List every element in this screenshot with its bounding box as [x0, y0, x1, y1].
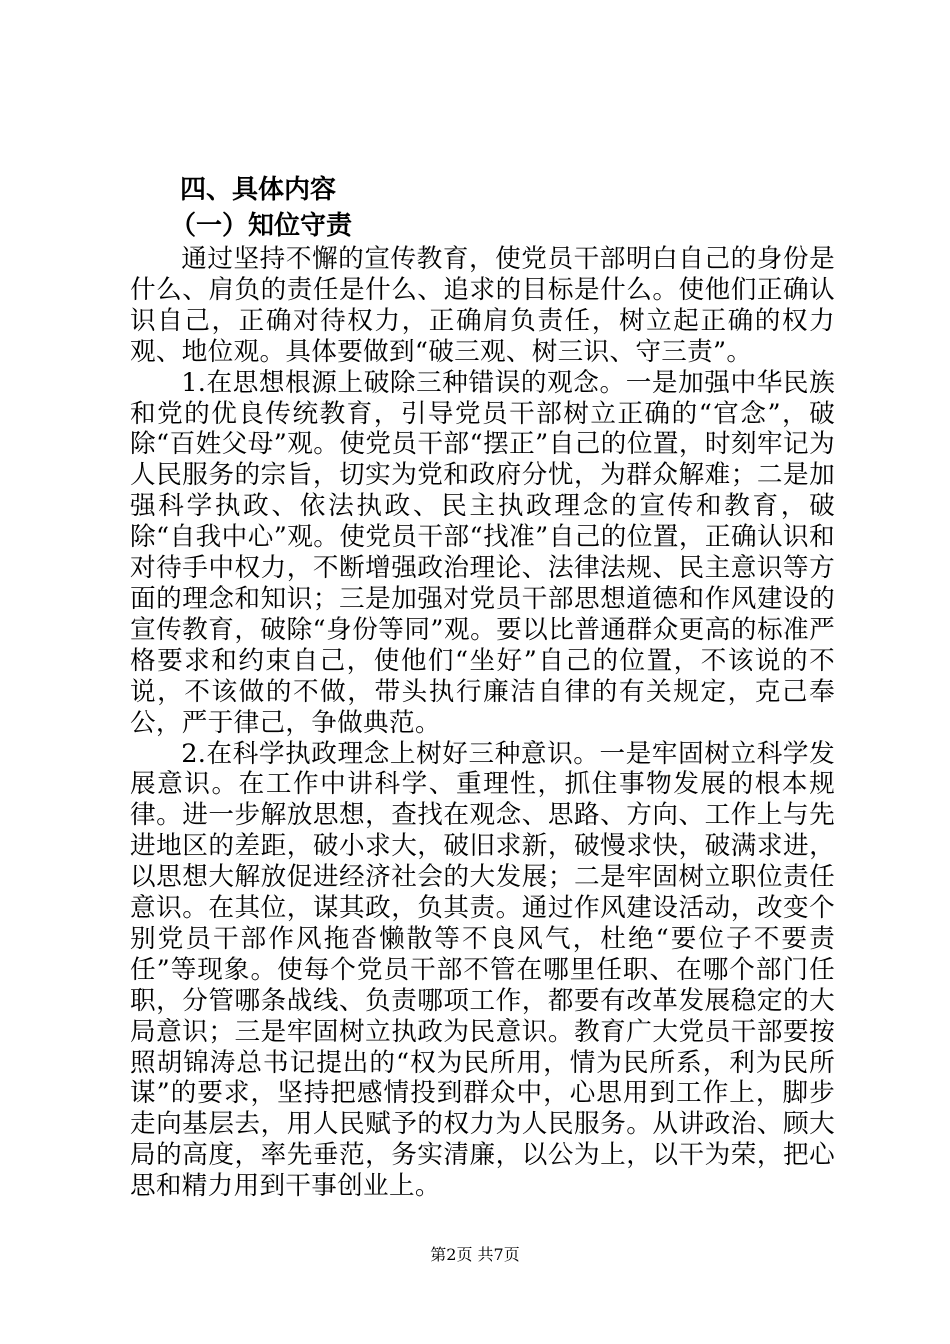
paragraph-item-1: 1.在思想根源上破除三种错误的观念。一是加强中华民族和党的优良传统教育，引导党员干部树立正确的“官念”，破除“百姓父母”观。使党员干部“摆正”自己的位置，时刻牢记为人民服务的宗旨，切实为党和政府分忧，为群众解难；二是加强科学执政、依法执政、民主执政理念的宣传和教育，破除“自我中心”观。使党员干部“找准”自己的位置，正确认识和对待手中权力，不断增强政治理论、法律法规、民主意识等方面的理念和知识；三是加强对党员干部思想道德和作风建设的宣传教育，破除“身份等同”观。要以比普通群众更高的标准严格要求和约束自己，使他们“坐好”自己的位置，不该说的不说，不该做的不做，带头执行廉洁自律的有关规定，克己奉公，严于律己，争做典范。	[130, 367, 835, 738]
paragraph-item-2: 2.在科学执政理念上树好三种意识。一是牢固树立科学发展意识。在工作中讲科学、重理性，抓住事物发展的根本规律。进一步解放思想，查找在观念、思路、方向、工作上与先进地区的差距，破小求大，破旧求新，破慢求快，破满求进，以思想大解放促进经济社会的大发展；二是牢固树立职位责任意识。在其位，谋其政，负其责。通过作风建设活动，改变个别党员干部作风拖沓懒散等不良风气，杜绝“要位子不要责任”等现象。使每个党员干部不管在哪里任职、在哪个部门任职，分管哪条战线、负责哪项工作，都要有改革发展稳定的大局意识；三是牢固树立执政为民意识。教育广大党员干部要按照胡锦涛总书记提出的“权为民所用，情为民所系，利为民所谋”的要求，坚持把感情投到群众中，心思用到工作上，脚步走向基层去，用人民赋予的权力为人民服务。从讲政治、顾大局的高度，率先垂范，务实清廉，以公为上，以干为荣，把心思和精力用到干事创业上。	[130, 738, 835, 1202]
section-heading: 四、具体内容	[180, 175, 337, 205]
subsection-heading: （一）知位守责	[170, 211, 353, 241]
page-number-footer: 第2页 共7页	[430, 1245, 520, 1264]
document-body	[130, 172, 835, 1202]
paragraph-intro: 通过坚持不懈的宣传教育，使党员干部明白自己的身份是什么、肩负的责任是什么、追求的目标是什么。使他们正确认识自己，正确对待权力，正确肩负责任，树立起正确的权力观、地位观。具体要做到“破三观、树三识、守三责”。	[130, 244, 835, 367]
